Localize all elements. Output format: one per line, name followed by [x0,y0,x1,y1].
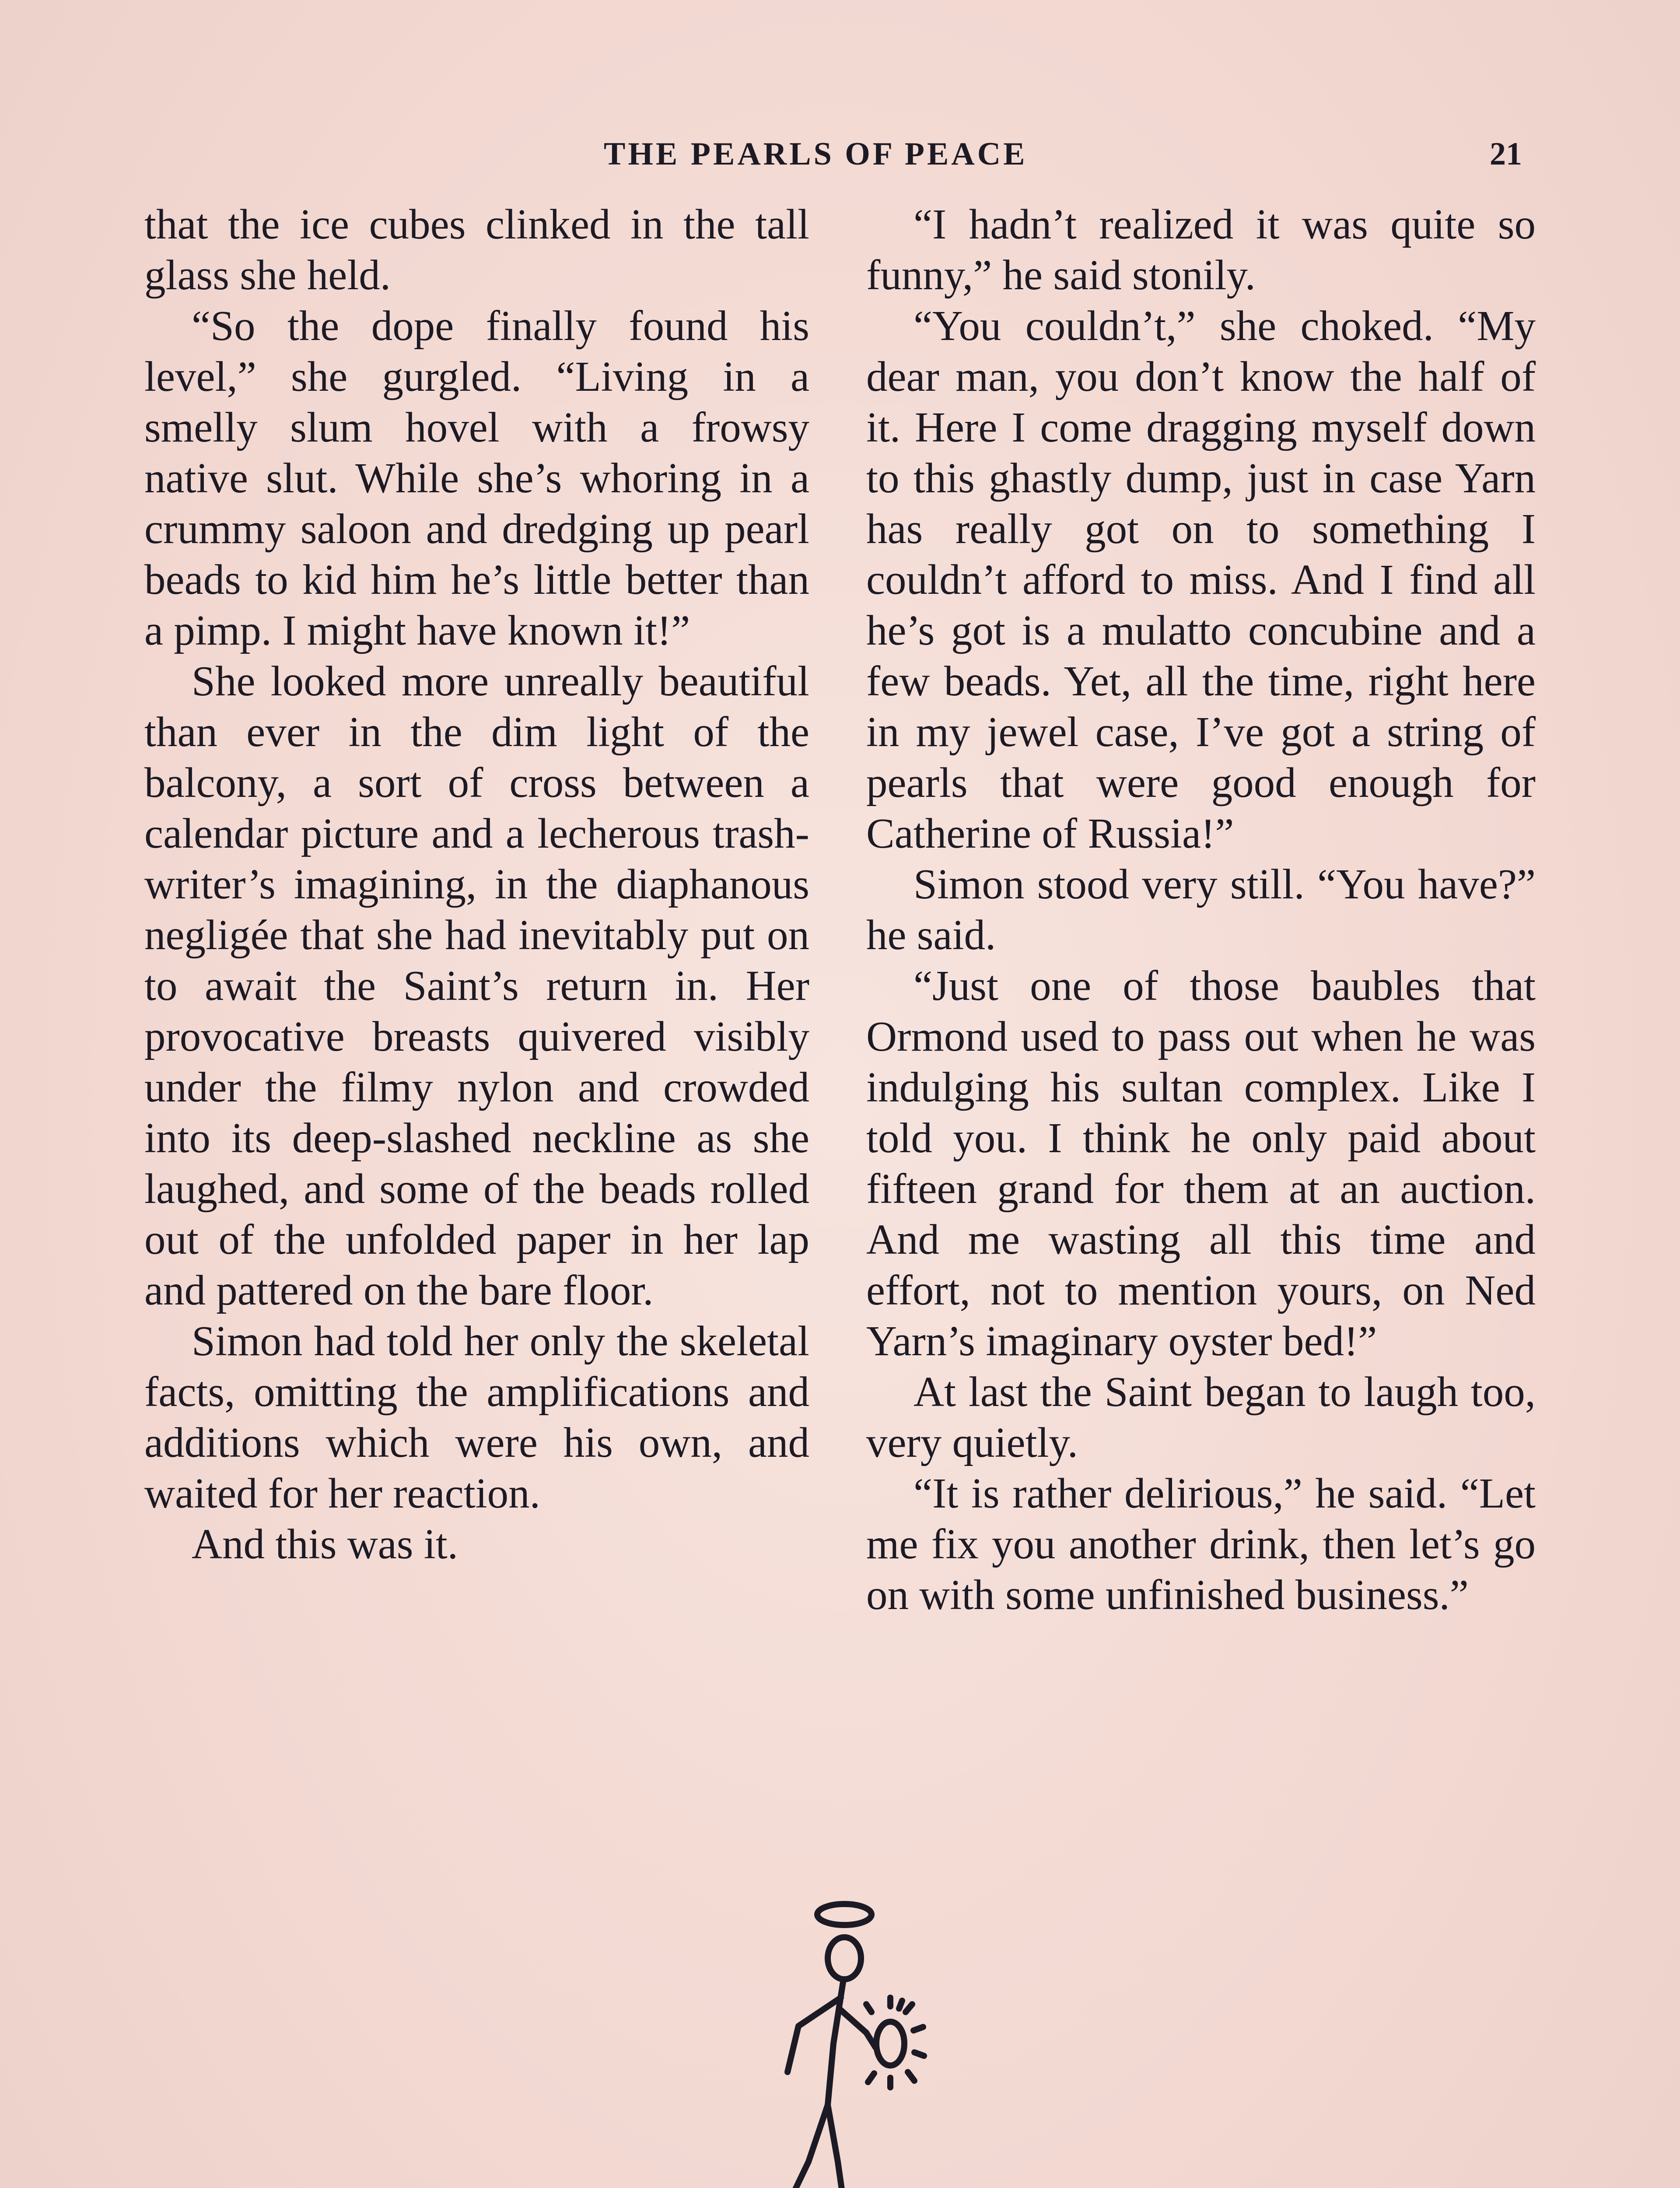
right-column [866,199,1536,1620]
paragraph: Simon stood very still. “You have?” he said. [866,861,1536,958]
paragraph: At last the Saint began to laugh too, very quietly. [866,1368,1536,1466]
paragraph: And this was it. [192,1521,458,1567]
paragraph: She looked more unreally beautiful than ever in the dim light of the balcony, a sort of cross between a calendar picture and a lecherous trash-writer’s imagining, in the diaphanous negligée that she had inevitably put on to await the Saint’s return in. Her provocative breasts quivered visibly under the filmy nylon and crowded into its deep-slashed neckline as she laughed, and some of the beads rolled out of the unfolded paper in her lap and pattered on the bare floor. [144,658,809,1314]
page-number: 21 [1490,136,1522,172]
paragraph: that the ice cubes clinked in the tall glass she held. [144,201,809,298]
paragraph: “You couldn’t,” she choked. “My dear man, you don’t know the half of it. Here I come dragging myself down to this ghastly dump, just in case Yarn has really got on to something I couldn’t afford to miss. And I find all he’s got is a mulatto concubine and a few beads. Yet, all the time, right here in my jewel case, I’ve got a string of pearls that were good enough for Catherine of Russia!” [866,302,1536,857]
paragraph: “It is rather delirious,” he said. “Let me fix you another drink, then let’s go on with some unfinished business.” [866,1470,1536,1618]
left-column [144,199,809,1570]
paragraph: “Just one of those baubles that Ormond used to pass out when he was indulging his sultan complex. Like I told you. I think he only paid about fifteen grand for them at an auction. And me wasting all this time and effort, not to mention yours, on Ned Yarn’s imaginary oyster bed!” [866,962,1536,1364]
paragraph: “I hadn’t realized it was quite so funny,” he said stonily. [866,201,1536,298]
paragraph: Simon had told her only the skeletal facts, omitting the amplifications and additions which were his own, and waited for her reaction. [144,1318,809,1517]
running-head [0,127,1680,179]
saint-stick-figure-icon [757,1899,941,2188]
running-head-title: THE PEARLS OF PEACE [604,136,1028,172]
paragraph: “So the dope finally found his level,” she gurgled. “Living in a smelly slum hovel with a frowsy native slut. While she’s whoring in a crummy saloon and dredging up pearl beads to kid him he’s little better than a pimp. I might have known it!” [144,302,809,654]
